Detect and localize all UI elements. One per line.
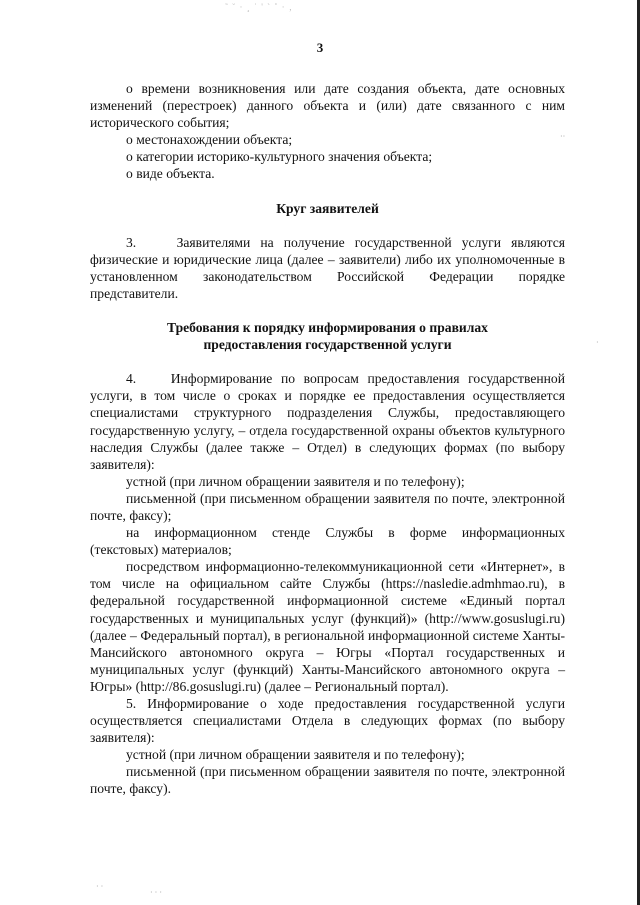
paragraph: письменной (при письменном обращении заявителя по почте, электронной почте, факсу).: [90, 764, 565, 797]
page-number: 3: [316, 40, 324, 55]
document-body: [90, 80, 565, 798]
scan-fleck: ·: [596, 338, 599, 347]
section-heading-line: предоставления государственной услуги: [203, 337, 452, 353]
section-heading: Круг заявителей: [276, 200, 379, 216]
scan-fleck: · ·: [96, 882, 104, 891]
scan-fleck: · · ·: [150, 888, 162, 897]
paragraph: о категории историко-культурного значения объекта;: [126, 149, 433, 165]
paragraph: о местонахождении объекта;: [126, 132, 293, 148]
paragraph: 5. Информирование о ходе предоставления государственной услуги осуществляется специалистами Отдела в следующих формах (по выбору заявителя):: [90, 696, 565, 746]
paragraph: посредством информационно-телекоммуникационной сети «Интернет», в том числе на официальном сайте Службы (https://nasledie.admhmao.ru), в федеральной государственной информационной системе «Единый портал государственных и муниципальных услуг (функций)» (http://www.gosuslugi.ru) (далее – Федеральный портал), в региональной информационной системе Ханты-Мансийского автономного округа – Югры «Портал государственных и муниципальных услуг (функций) Ханты-Мансийского автономного округа – Югры» (http://86.gosuslugi.ru) (далее – Региональный портал).: [90, 559, 565, 694]
scan-artifact: ˜ ˘ · ¸ ˙ ' ` ˚ · ‚: [225, 2, 293, 12]
paragraph: 3. Заявителями на получение государственной услуги являются физические и юридические лица (далее – заявители) либо их уполномоченные в установленном законодательством Российской Федерации порядке представители.: [90, 234, 565, 301]
section-heading-line: Требования к порядку информирования о правилах: [167, 320, 488, 336]
paragraph: устной (при личном обращении заявителя и по телефону);: [126, 473, 465, 489]
scan-fleck: ··: [560, 132, 566, 141]
paragraph: письменной (при письменном обращении заявителя по почте, электронной почте, факсу);: [90, 490, 565, 523]
paragraph: на информационном стенде Службы в форме информационных (текстовых) материалов;: [90, 525, 565, 558]
paragraph: о виде объекта.: [126, 166, 215, 182]
paragraph: о времени возникновения или дате создания объекта, дате основных изменений (перестроек) данного объекта и (или) дате связанного с ним исторического события;: [90, 81, 565, 131]
paragraph: 4. Информирование по вопросам предоставления государственной услуги, в том числе о сроках и порядке ее предоставления осуществляется специалистами структурного подразделения Службы, предоставляющего государственную услугу, – отдела государственной охраны объектов культурного наследия Службы (далее также – Отдел) в следующих формах (по выбору заявителя):: [90, 371, 565, 472]
paragraph: устной (при личном обращении заявителя и по телефону);: [126, 747, 465, 763]
